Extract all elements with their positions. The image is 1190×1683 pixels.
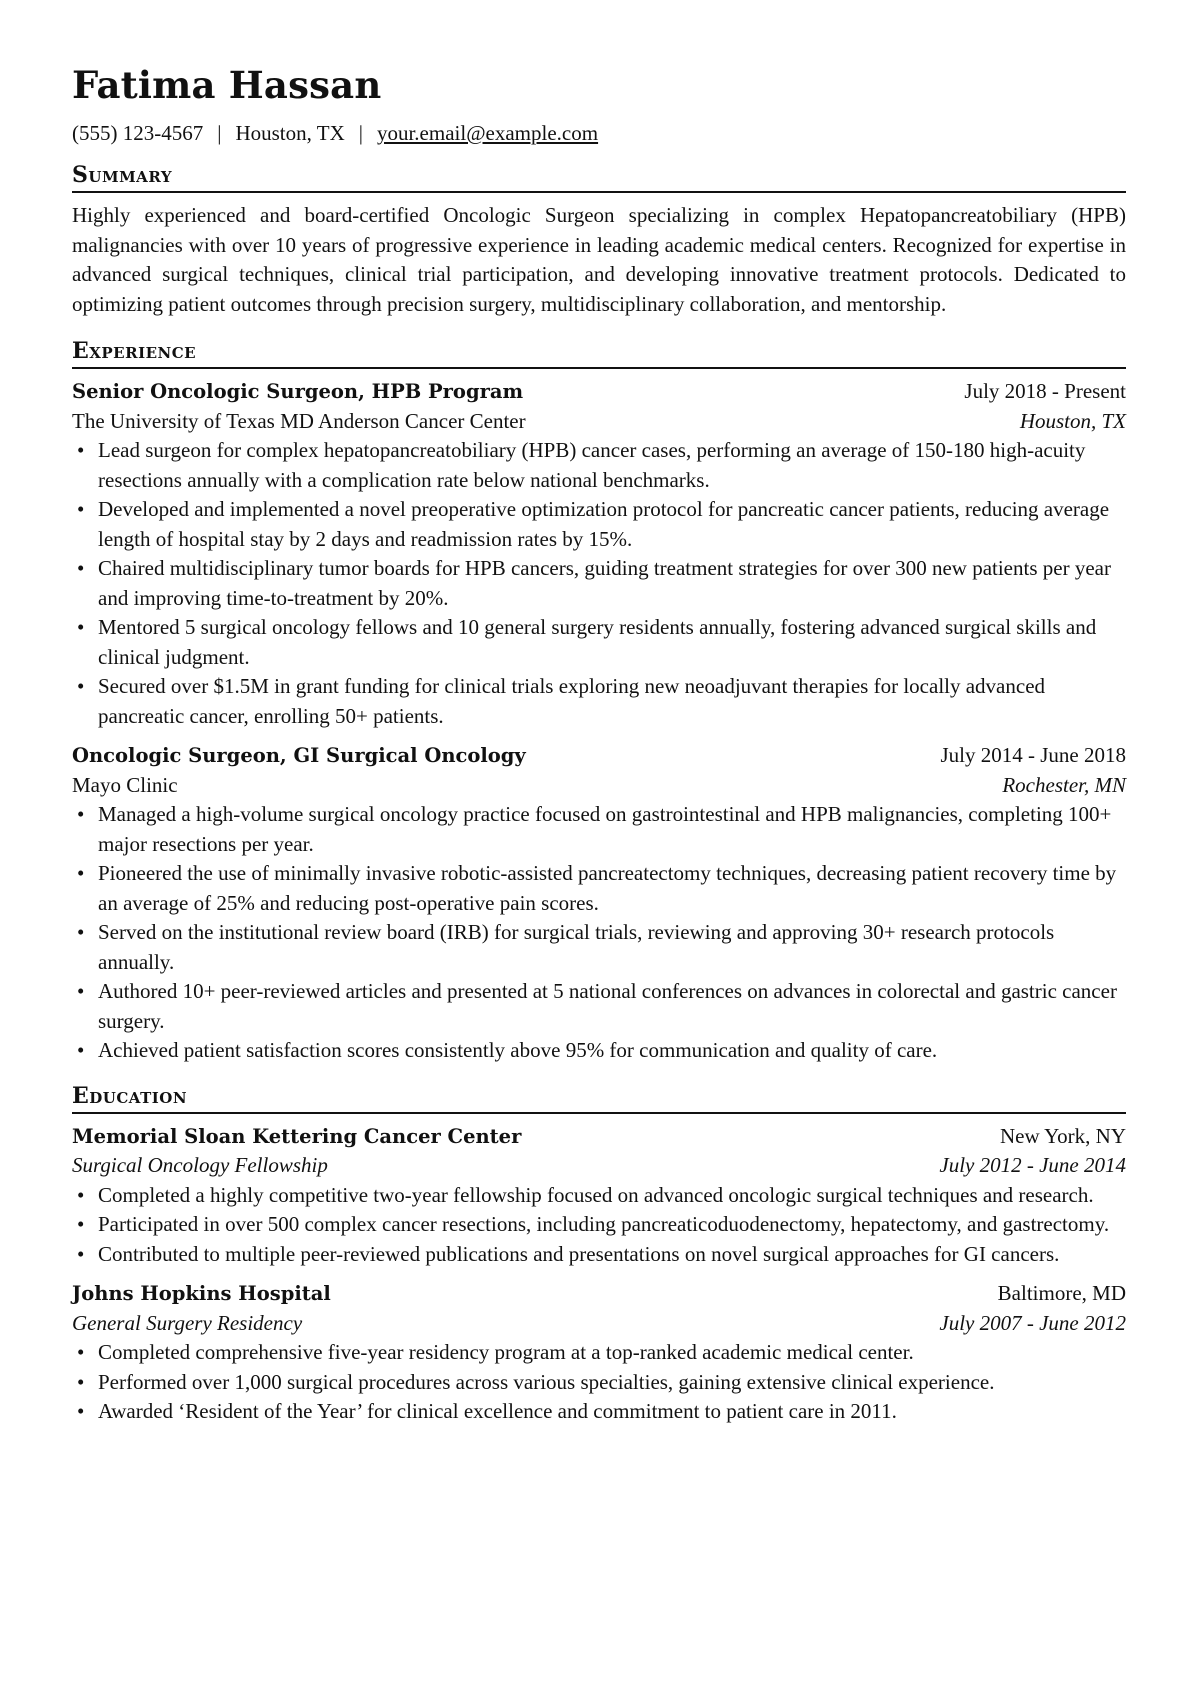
contact-line <box>72 120 1126 146</box>
bullet-item: • Developed and implemented a novel preoperative optimization protocol for pancreatic cancer patients, reducing average length of hospital stay by 2 days and readmission rates by 15%. <box>77 497 1110 551</box>
education-section <box>72 1082 1126 1427</box>
education-title-row <box>72 1279 1126 1309</box>
institution-location: New York, NY <box>999 1123 1126 1148</box>
bullet-icon: • <box>77 1038 85 1062</box>
program-name: General Surgery Residency <box>72 1310 303 1335</box>
employer: Mayo Clinic <box>72 772 178 797</box>
bullet-item: • Served on the institutional review board (IRB) for surgical trials, reviewing and approving 30+ research protocols annually. <box>77 920 1055 974</box>
education-program-row <box>72 1309 1126 1339</box>
resume-page <box>72 62 1126 1427</box>
contact-separator: | <box>358 121 363 145</box>
experience-entry <box>72 377 1126 731</box>
location: Houston, TX <box>235 121 345 145</box>
bullet-icon: • <box>77 615 85 639</box>
experience-org-row <box>72 407 1126 437</box>
bullet-icon: • <box>77 1212 85 1236</box>
contact-separator: | <box>217 121 222 145</box>
bullet-item: • Contributed to multiple peer-reviewed publications and presentations on novel surgical approaches for GI cancers. <box>72 1240 1126 1270</box>
bullet-item: • Awarded ‘Resident of the Year’ for clinical excellence and commitment to patient care in 2011. <box>72 1397 1126 1427</box>
bullet-item: • Participated in over 500 complex cancer resections, including pancreaticoduodenectomy, hepatectomy, and gastrectomy. <box>72 1210 1126 1240</box>
bullet-icon: • <box>77 861 85 885</box>
bullet-icon: • <box>77 674 85 698</box>
education-entry <box>72 1279 1126 1427</box>
bullet-icon: • <box>77 1369 85 1394</box>
summary-section <box>72 161 1126 319</box>
bullet-item: • Lead surgeon for complex hepatopancreatobiliary (HPB) cancer cases, performing an average of 150-180 high-acuity resections annually with a complication rate below national benchmarks. <box>77 438 1086 492</box>
bullet-item: • Managed a high-volume surgical oncology practice focused on gastrointestinal and HPB malignancies, completing 100+ major resections per year. <box>77 802 1112 856</box>
phone-number: (555) 123-4567 <box>72 121 204 145</box>
education-program-row <box>72 1151 1126 1181</box>
candidate-name: Fatima Hassan <box>72 63 382 107</box>
job-title: Senior Oncologic Surgeon, HPB Program <box>72 380 524 403</box>
bullet-item: • Completed a highly competitive two-year fellowship focused on advanced oncologic surgical techniques and research. <box>72 1181 1126 1211</box>
summary-text: Highly experienced and board-certified Oncologic Surgeon specializing in complex Hepatopancreatobiliary (HPB) malignancies with over 10 years of progressive experience in leading academic medical centers. Recognized for expertise in advanced surgical techniques, clinical trial participation, and developing innovative treatment protocols. Dedicated to optimizing patient outcomes through precision surgery, multidisciplinary collaboration, and mentorship. <box>72 203 1126 316</box>
employer: The University of Texas MD Anderson Cancer Center <box>72 408 526 433</box>
experience-title-row <box>72 377 1126 407</box>
education-entry <box>72 1122 1126 1270</box>
bullet-icon: • <box>77 556 85 580</box>
bullet-list <box>72 436 1126 731</box>
program-name: Surgical Oncology Fellowship <box>72 1153 328 1177</box>
job-title: Oncologic Surgeon, GI Surgical Oncology <box>72 744 526 767</box>
bullet-item: • Mentored 5 surgical oncology fellows and 10 general surgery residents annually, fostering advanced surgical skills and clinical judgment. <box>77 615 1097 669</box>
experience-heading: Experience <box>72 337 1126 369</box>
experience-org-row <box>72 771 1126 801</box>
institution-name: Memorial Sloan Kettering Cancer Center <box>72 1124 522 1148</box>
bullet-item: • Secured over $1.5M in grant funding for clinical trials exploring new neoadjuvant therapies for locally advanced pancreatic cancer, enrolling 50+ patients. <box>77 674 1046 728</box>
bullet-icon: • <box>77 497 85 521</box>
resume-header <box>72 62 1126 146</box>
experience-title-row <box>72 741 1126 771</box>
bullet-item: • Chaired multidisciplinary tumor boards for HPB cancers, guiding treatment strategies for over 300 new patients per year and improving time-to-treatment by 20%. <box>77 556 1111 610</box>
program-dates: July 2007 - June 2012 <box>939 1310 1126 1335</box>
bullet-item: • Performed over 1,000 surgical procedures across various specialties, gaining extensive clinical experience. <box>72 1368 1126 1398</box>
bullet-icon: • <box>77 979 85 1003</box>
email-link[interactable]: your.email@example.com <box>376 121 599 145</box>
institution-name: Johns Hopkins Hospital <box>72 1282 331 1305</box>
experience-entry <box>72 741 1126 1066</box>
bullet-icon: • <box>77 1182 85 1207</box>
bullet-item: • Authored 10+ peer-reviewed articles and presented at 5 national conferences on advances in colorectal and gastric cancer surgery. <box>77 979 1117 1033</box>
bullet-item: • Pioneered the use of minimally invasive robotic-assisted pancreatectomy techniques, decreasing patient recovery time by an average of 25% and reducing post-operative pain scores. <box>77 861 1117 915</box>
bullet-icon: • <box>77 1241 85 1266</box>
bullet-icon: • <box>77 802 85 826</box>
institution-location: Baltimore, MD <box>997 1281 1126 1305</box>
job-dates: July 2018 - Present <box>964 379 1126 403</box>
program-dates: July 2012 - June 2014 <box>939 1153 1126 1177</box>
job-location: Houston, TX <box>1019 408 1126 433</box>
bullet-list <box>72 800 1126 1066</box>
summary-heading: Summary <box>72 161 1126 193</box>
bullet-icon: • <box>77 438 85 462</box>
bullet-icon: • <box>77 1399 85 1423</box>
bullet-list <box>72 1338 1126 1427</box>
job-dates: July 2014 - June 2018 <box>940 743 1126 767</box>
bullet-icon: • <box>77 920 85 944</box>
experience-section <box>72 337 1126 1066</box>
education-heading: Education <box>72 1082 1126 1114</box>
bullet-icon: • <box>77 1340 85 1364</box>
job-location: Rochester, MN <box>1002 772 1126 797</box>
education-title-row <box>72 1122 1126 1152</box>
bullet-list <box>72 1181 1126 1270</box>
bullet-item: • Achieved patient satisfaction scores consistently above 95% for communication and quality of care. <box>72 1036 1126 1066</box>
bullet-item: • Completed comprehensive five-year residency program at a top-ranked academic medical center. <box>72 1338 1126 1368</box>
